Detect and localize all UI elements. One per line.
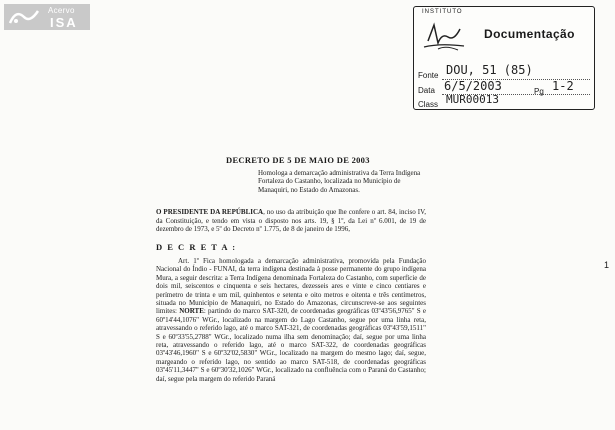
stamp-class-value: MUR00013 [446, 93, 499, 106]
stamp-title: Documentação [484, 27, 575, 41]
decree-decreta: D E C R E T A : [156, 242, 237, 252]
decree-preamble [156, 208, 426, 234]
preamble-president: O PRESIDENTE DA REPÚBLICA [156, 208, 264, 216]
decree-summary: Homologa a demarcação administrativa da Terra Indígena Fortaleza do Castanho, localizada no Município de Manaquiri, no Estado do Amazonas. [258, 169, 421, 194]
watermark-acervo: Acervo [48, 6, 75, 15]
article-1-norte: NORTE [179, 307, 204, 316]
watermark-isa: ISA [50, 15, 78, 30]
preamble-text: , no uso da atribuição que lhe confere o art. 84, inciso IV, da Constituição, e tendo em vista o disposto nos arts. 19, § 1º, da Lei nº 6.001, de 19 de dezembro de 1973, e 5º do Decreto nº 1.775, de 8 de janeiro de 1996, [156, 208, 426, 234]
article-1-text-a: Art. 1º Fica homologada a demarcação administrativa, promovida pela Fundação Nacional do Índio - FUNAI, da terra indígena destinada à posse permanente do grupo indígena Mura, a seguir descrita: a Terra Indígena denominada Fortaleza do Castanho, com superfície de dois mil, seiscentos e cinquenta e seis hectares, dezesseis ares e vinte e cinco centiares e perímetro de trinta e um mil, quinhentos e setenta e oito metros e oitenta e três centímetros, situada no Município de Manaquiri, no Estado do Amazonas, circunscreve-se aos seguintes limites: [156, 257, 426, 316]
stamp-pg-value: 1-2 [552, 79, 574, 93]
article-1 [156, 257, 426, 383]
isa-logo-icon [8, 7, 42, 27]
isa-watermark [4, 4, 90, 30]
margin-mark: 1 [604, 260, 610, 270]
signature-mark-icon [420, 19, 470, 53]
documentation-stamp [413, 6, 595, 110]
stamp-data-label: Data [418, 86, 435, 95]
stamp-class-label: Class [418, 100, 439, 109]
stamp-fonte-value: DOU, 51 (85) [446, 63, 533, 77]
stamp-fonte-label: Fonte [418, 71, 439, 80]
stamp-data-value: 6/5/2003 [444, 79, 502, 93]
decree-title: DECRETO DE 5 DE MAIO DE 2003 [226, 155, 370, 165]
stamp-institution: INSTITUTO [422, 9, 463, 15]
stamp-pg-label: Pg [534, 87, 544, 96]
article-1-text-b: : partindo do marco SAT-320, de coordenadas geográficas 03º43'56,9765" S e 60º14'44,1076" WGr., localizado na margem do Lago Castanho, segue por uma linha reta, atravessando o referido lago, até o marco SAT-321, de coordenadas geográficas 03º43'59,1511" S e 60º33'55,2788" WGr., localizado numa ilha sem denominação; daí, segue por uma linha reta, atravessando o referido lago, até o marco SAT-322, de coordenadas geográficas 03º43'46,1960" S e 60º32'02,5830" WGr., localizado na margem do mesmo lago; daí, segue, margeando o referido lago, no sentido ao marco SAT-518, de coordenadas geográficas 03º45'11,3447" S e 60º30'32,1026" WGr., localizado na confluência com o Paraná do Castanho; daí, segue pela margem do referido Paraná [156, 307, 426, 383]
